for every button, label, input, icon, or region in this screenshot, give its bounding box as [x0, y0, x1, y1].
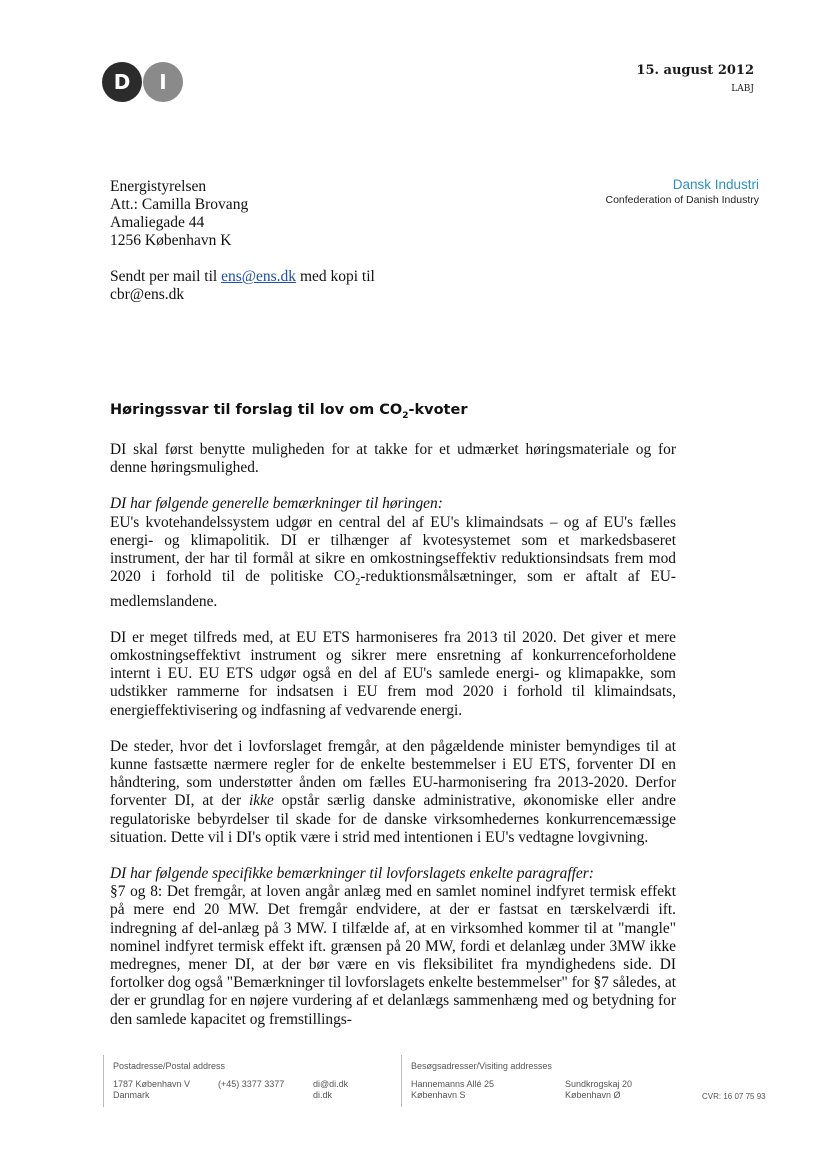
brand-name: Dansk Industri: [672, 177, 759, 192]
footer-divider: [401, 1055, 402, 1107]
letter-subject: [110, 402, 467, 421]
sent-line: [110, 268, 375, 286]
recipient-line: 1256 København K: [110, 232, 232, 249]
general-paragraph-3: [110, 738, 676, 847]
specific-heading: DI har følgende specifikke bemærkninger til lovforslagets enkelte paragraffer:: [110, 864, 594, 882]
letter-footer: [0, 1055, 827, 1115]
visit1-city: København S: [411, 1090, 466, 1100]
recipient-line: Att.: Camilla Brovang: [110, 196, 249, 213]
postal-heading: Postadresse/Postal address: [113, 1061, 226, 1071]
footer-email: di@di.dk: [313, 1079, 349, 1089]
general-heading: DI har følgende generelle bemærkninger til høringen:: [110, 495, 443, 513]
footer-contact: [313, 1079, 348, 1101]
brand-block: [605, 177, 759, 206]
co2-subscript: 2: [355, 577, 361, 589]
subject-tail: -kvoter: [408, 402, 468, 418]
visiting-heading: Besøgsadresser/Visiting addresses: [411, 1061, 552, 1071]
letter-date: 15. august 2012: [636, 63, 754, 78]
logo-i-letter: I: [159, 70, 167, 94]
general-p3-emphasis: ikke: [249, 792, 274, 810]
general-p3-text: De steder, hvor det i lovforslaget fremgår, at den pågældende minister bemyndiges til at kunne fastsætte nærmere regler for de enkelte bestemmelser i EU ETS, forventer DI en håndtering, som understøtter ånden om fælles EU-harmonisering fra 2013-2020. Derfor forventer DI, at der: [110, 737, 676, 810]
general-paragraph-2: DI er meget tilfreds med, at EU ETS harmoniseres fra 2013 til 2020. Det giver et mere omkostningseffektivt instrument og sikrer mere ensretning af konkurrenceforholdene internt i EU. EU ETS udgør også en del af EU's samlede energi- og klimapakke, som udstikker rammerne for indsatsen i EU frem mod 2020 i forhold til klimaindsats, energieffektivisering og indfasning af vedvarende energi.: [110, 628, 676, 719]
specific-paragraph-1: §7 og 8: Det fremgår, at loven angår anlæg med en samlet nominel indfyret termisk effekt på mere end 20 MW. Det fremgår endvidere, at der er fastsat en tærskelværdi ift. indregning af del-anlæg på 3 MW. I tilfælde af, at en virksomhed kommer til at "mangle" nominel indfyret termisk effekt ift. grænsen på 20 MW, fordi et delanlæg under 3MW ikke medregnes, mener DI, at der bør være en vis fleksibilitet fra myndighedens side. DI fortolker dog også "Bemærkninger til lovforslagets enkelte bestemmelser" for §7 således, at der er grundlag for en nøjere vurdering af et delanlægs sammenhæng med og betydning for den samlede kapacitet og fremstillings-: [110, 883, 676, 1028]
postal-city: 1787 København V: [113, 1079, 191, 1089]
cc-email: cbr@ens.dk: [110, 286, 185, 303]
footer-phone: (+45) 3377 3377: [218, 1079, 285, 1089]
general-p3-text-end: opstår særlig danske administrative, økonomiske eller andre regulatoriske bebyrdelser til skade for de danske virksomhedernes konkurrencemæssige situation. Dette vil i DI's optik være i strid med intentionen i EU's vedtagne lovgivning.: [110, 792, 677, 846]
recipient-line: Energistyrelsen: [110, 178, 207, 195]
visit2-street: Sundkrogskaj 20: [565, 1079, 633, 1089]
logo-d-letter: D: [113, 70, 131, 94]
visit2-city: København Ø: [565, 1090, 621, 1100]
recipient-address: [110, 178, 248, 250]
visit1-street: Hannemanns Allé 25: [411, 1079, 495, 1089]
author-initials: LABJ: [731, 84, 754, 94]
general-p1-text-end: -reduktionsmålsætninger, som er aftalt af EU-medlemslandene.: [110, 568, 676, 610]
visiting-address-2: [565, 1079, 632, 1101]
postal-country: Danmark: [113, 1090, 150, 1100]
sent-prefix: Sendt per mail til: [110, 268, 222, 285]
subject-subscript: 2: [402, 410, 409, 421]
postal-address: [113, 1079, 190, 1101]
brand-subtitle: Confederation of Danish Industry: [605, 194, 759, 206]
general-paragraph-1: [110, 514, 676, 611]
email-link[interactable]: ens@ens.dk: [221, 268, 297, 285]
footer-web: di.dk: [313, 1090, 333, 1100]
subject-main: Høringssvar til forslag til lov om CO: [110, 402, 403, 418]
general-p1-text: EU's kvotehandelssystem udgør en central del af EU's klimaindsats – og af EU's fælles energi- og klimapolitik. DI er tilhænger af kvotesystemet som et markedsbaseret instrument, der har til formål at sikre en omkostningseffektiv reduktionsindsats frem mod 2020 i forhold til de politiske CO: [110, 513, 676, 586]
visiting-address-1: [411, 1079, 494, 1101]
footer-divider: [103, 1055, 104, 1107]
di-logo: [102, 61, 184, 103]
sent-suffix: med kopi til: [296, 268, 375, 285]
sent-note: [110, 268, 375, 304]
recipient-line: Amaliegade 44: [110, 214, 205, 231]
intro-paragraph: DI skal først benytte muligheden for at takke for et udmærket høringsmateriale og for denne høringsmulighed.: [110, 441, 676, 477]
letter-body: [110, 441, 676, 1029]
cvr-number: CVR: 16 07 75 93: [702, 1092, 766, 1101]
